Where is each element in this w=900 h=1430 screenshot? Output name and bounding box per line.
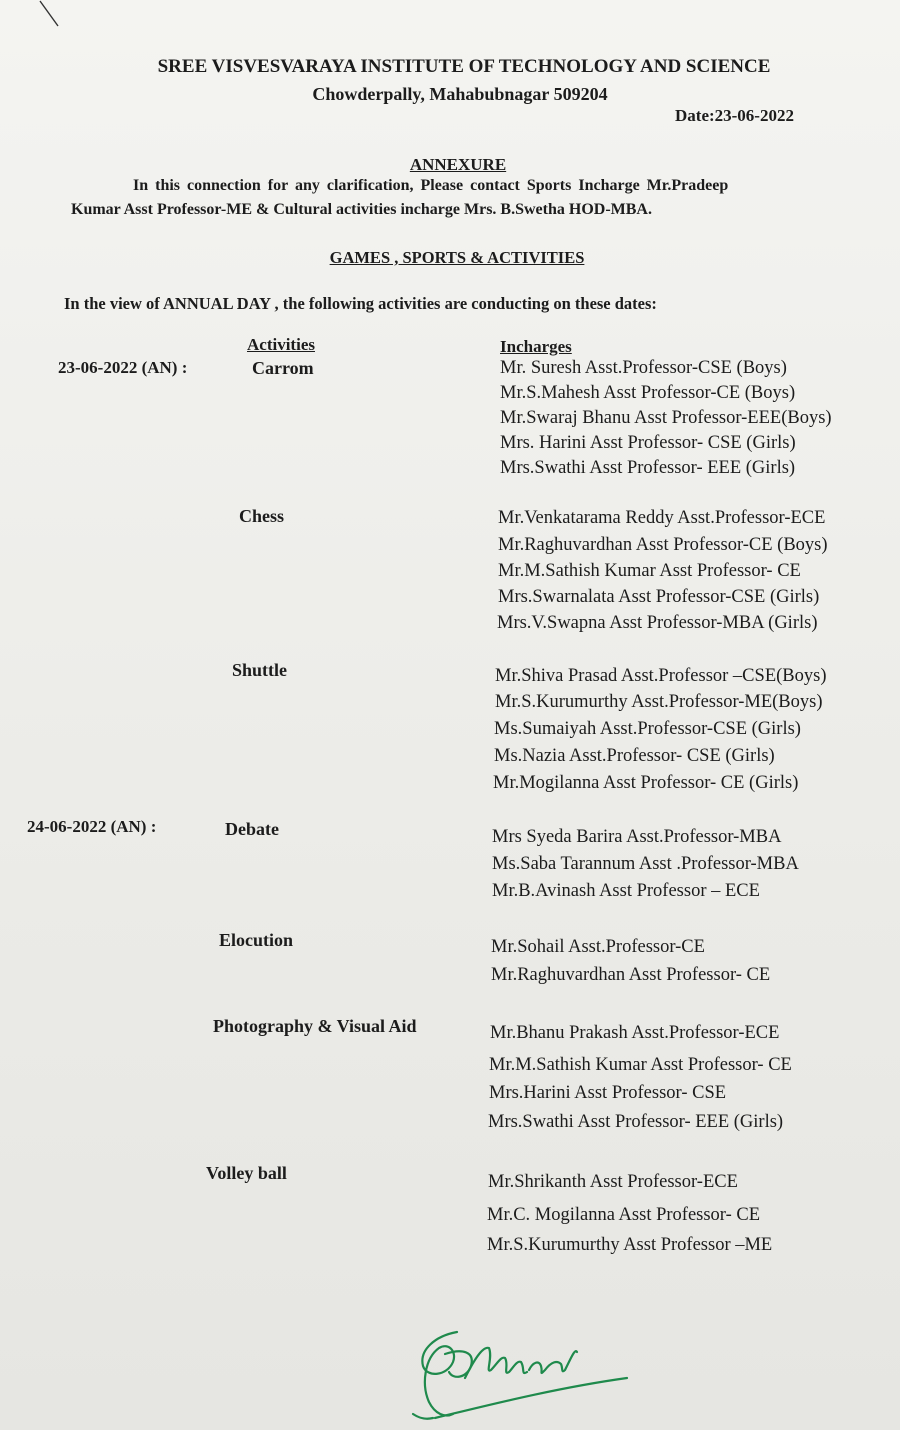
incharge-entry: Mr.Raghuvardhan Asst Professor-CE (Boys) — [498, 535, 828, 555]
annexure-line-1: In this connection for any clarification, Please contact Sports Incharge Mr.Pradeep — [133, 177, 729, 194]
incharge-entry: Mr.Venkatarama Reddy Asst.Professor-ECE — [498, 508, 826, 528]
incharge-entry: Mr.Bhanu Prakash Asst.Professor-ECE — [490, 1023, 780, 1043]
incharge-entry: Mrs.V.Swapna Asst Professor-MBA (Girls) — [497, 613, 818, 633]
annexure-line-2: Kumar Asst Professor-ME & Cultural activities incharge Mrs. B.Swetha HOD-MBA. — [71, 201, 652, 218]
activity-name: Carrom — [252, 358, 314, 378]
incharge-entry: Mr. Suresh Asst.Professor-CSE (Boys) — [500, 358, 787, 378]
activity-name: Volley ball — [206, 1163, 287, 1183]
incharge-entry: Mrs.Swathi Asst Professor- EEE (Girls) — [500, 458, 796, 478]
incharge-entry: Ms.Nazia Asst.Professor- CSE (Girls) — [494, 746, 775, 766]
section-lead: In the view of ANNUAL DAY , the following activities are conducting on these dates: — [64, 294, 657, 313]
incharge-entry: Mr.Mogilanna Asst Professor- CE (Girls) — [493, 773, 799, 793]
incharge-entry: Mr.S.Mahesh Asst Professor-CE (Boys) — [500, 383, 796, 403]
institute-name: SREE VISVESVARAYA INSTITUTE OF TECHNOLOGY AND SCIENCE — [157, 56, 771, 77]
incharge-entry: Mr.M.Sathish Kumar Asst Professor- CE — [498, 561, 801, 581]
activity-name: Shuttle — [232, 660, 288, 680]
incharge-entry: Mrs.Swarnalata Asst Professor-CSE (Girls) — [498, 587, 820, 607]
incharge-entry: Mrs. Harini Asst Professor- CSE (Girls) — [500, 433, 796, 453]
annexure-title: ANNEXURE — [409, 155, 507, 174]
incharge-entry: Mr.S.Kurumurthy Asst.Professor-ME(Boys) — [495, 692, 823, 712]
incharge-entry: Mrs Syeda Barira Asst.Professor-MBA — [492, 827, 782, 847]
institute-address: Chowderpally, Mahabubnagar 509204 — [312, 84, 608, 104]
incharge-entry: Mr.Sohail Asst.Professor-CE — [491, 937, 705, 957]
pen-stroke-mark — [38, 0, 68, 34]
incharge-entry: Ms.Sumaiyah Asst.Professor-CSE (Girls) — [494, 719, 801, 739]
activity-name: Chess — [239, 506, 285, 526]
date-label-day-1: 23-06-2022 (AN) : — [58, 358, 188, 377]
incharge-entry: Mr.Swaraj Bhanu Asst Professor-EEE(Boys) — [500, 408, 832, 428]
column-header-incharges: Incharges — [500, 337, 572, 356]
incharge-entry: Mr.Shiva Prasad Asst.Professor –CSE(Boys) — [495, 666, 827, 686]
signature-mark — [405, 1318, 635, 1423]
incharge-entry: Mr.B.Avinash Asst Professor – ECE — [492, 881, 760, 901]
incharge-entry: Mrs.Swathi Asst Professor- EEE (Girls) — [488, 1112, 784, 1132]
incharge-entry: Mr.M.Sathish Kumar Asst Professor- CE — [489, 1055, 792, 1075]
incharge-entry: Mr.Raghuvardhan Asst Professor- CE — [491, 965, 771, 985]
activity-name: Elocution — [219, 930, 294, 950]
document-date: Date:23-06-2022 — [675, 106, 794, 125]
date-label-day-2: 24-06-2022 (AN) : — [27, 817, 157, 836]
incharge-entry: Ms.Saba Tarannum Asst .Professor-MBA — [492, 854, 799, 874]
column-header-activities: Activities — [247, 335, 315, 354]
incharge-entry: Mr.C. Mogilanna Asst Professor- CE — [487, 1205, 761, 1225]
activity-name: Debate — [225, 819, 279, 839]
activity-name: Photography & Visual Aid — [213, 1016, 417, 1036]
incharge-entry: Mrs.Harini Asst Professor- CSE — [489, 1083, 727, 1103]
incharge-entry: Mr.Shrikanth Asst Professor-ECE — [488, 1172, 738, 1192]
section-title: GAMES , SPORTS & ACTIVITIES — [329, 248, 585, 267]
incharge-entry: Mr.S.Kurumurthy Asst Professor –ME — [487, 1235, 773, 1255]
